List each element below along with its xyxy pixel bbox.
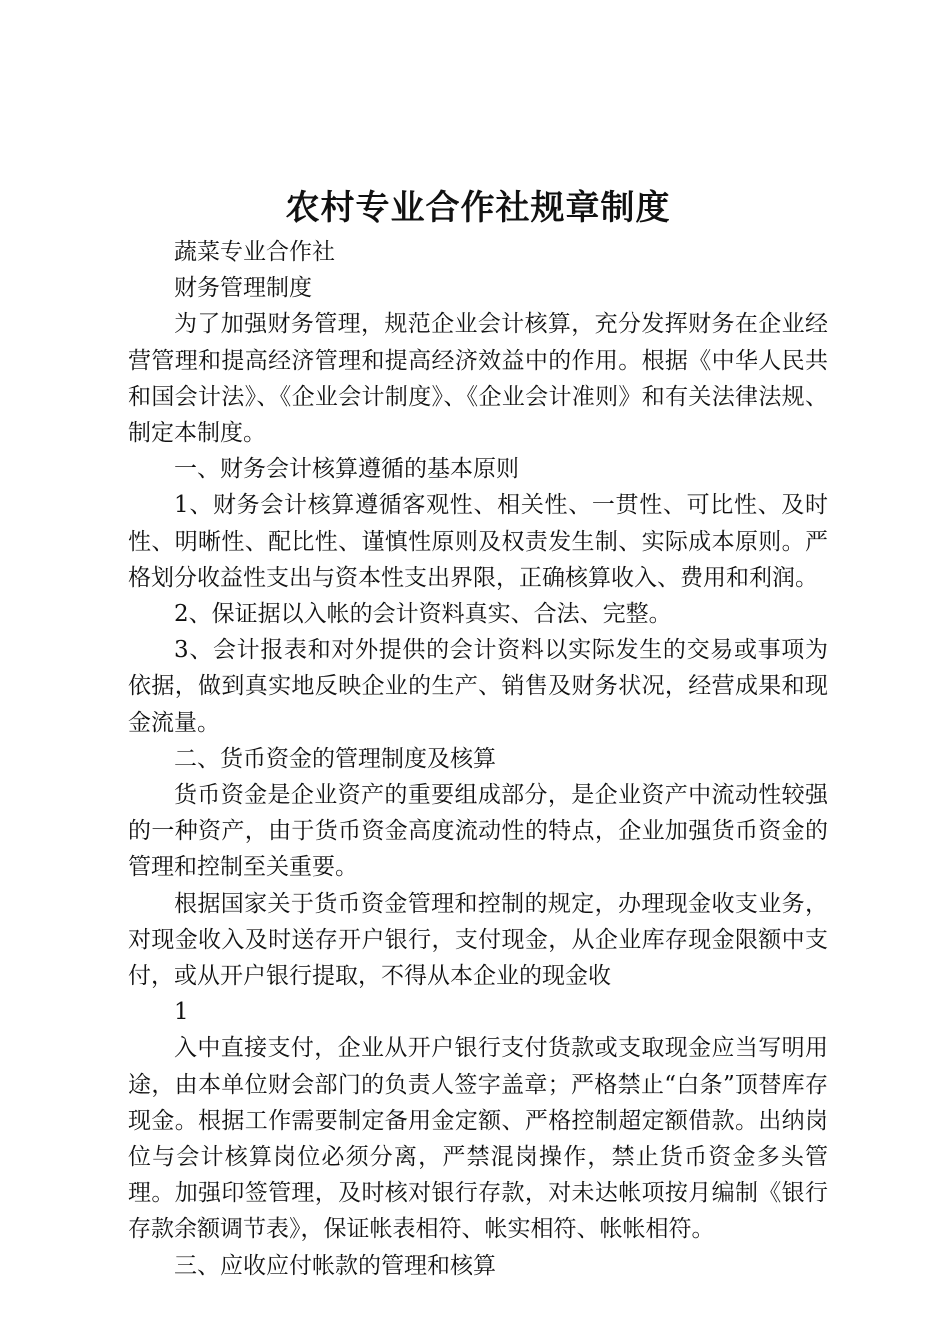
paragraph-org-name: 蔬菜专业合作社 bbox=[174, 239, 335, 265]
paragraph-cash-rules-continued: 入中直接支付，企业从开户银行支付货款或支取现金应当写明用途，由本单位财会部门的负责人签字盖章；严格禁止“白条”顶替库存现金。根据工作需要制定备用金定额、严格控制超定额借款。出纳岗位与会计核算岗位必须分离，严禁混岗操作，禁止货币资金多头管理。加强印签管理，及时核对银行存款，对未达帐项按月编制《银行存款余额调节表》，保证帐表相符、帐实相符、帐帐相符。 bbox=[128, 1035, 828, 1243]
paragraph-principle-2: 2、保证据以入帐的会计资料真实、合法、完整。 bbox=[174, 601, 672, 628]
document-title: 农村专业合作社规章制度 bbox=[285, 188, 671, 228]
paragraph-intro: 为了加强财务管理，规范企业会计核算，充分发挥财务在企业经营管理和提高经济管理和提高经济效益中的作用。根据《中华人民共和国会计法》、《企业会计制度》、《企业会计准则》和有关法律法规、制定本制度。 bbox=[128, 311, 828, 447]
paragraph-cash-intro: 货币资金是企业资产的重要组成部分，是企业资产中流动性较强的一种资产，由于货币资金高度流动性的特点，企业加强货币资金的管理和控制至关重要。 bbox=[128, 782, 828, 881]
paragraph-cash-rules: 根据国家关于货币资金管理和控制的规定，办理现金收支业务，对现金收入及时送存开户银行，支付现金，从企业库存现金限额中支付，或从开户银行提取，不得从本企业的现金收 bbox=[128, 890, 828, 990]
heading-section-1: 一、财务会计核算遵循的基本原则 bbox=[174, 456, 519, 483]
heading-section-2: 二、货币资金的管理制度及核算 bbox=[174, 745, 496, 772]
heading-section-3: 三、应收应付帐款的管理和核算 bbox=[174, 1252, 496, 1279]
paragraph-section-title: 财务管理制度 bbox=[174, 275, 312, 302]
paragraph-principle-3: 3、会计报表和对外提供的会计资料以实际发生的交易或事项为依据，做到真实地反映企业的生产、销售及财务状况，经营成果和现金流量。 bbox=[128, 637, 828, 736]
paragraph-principle-1: 1、财务会计核算遵循客观性、相关性、一贯性、可比性、及时性、明晰性、配比性、谨慎性原则及权责发生制、实际成本原则。严格划分收益性支出与资本性支出界限，正确核算收入、费用和利润。 bbox=[128, 492, 828, 591]
document-body bbox=[128, 234, 828, 1284]
page-number: 1 bbox=[174, 999, 189, 1026]
